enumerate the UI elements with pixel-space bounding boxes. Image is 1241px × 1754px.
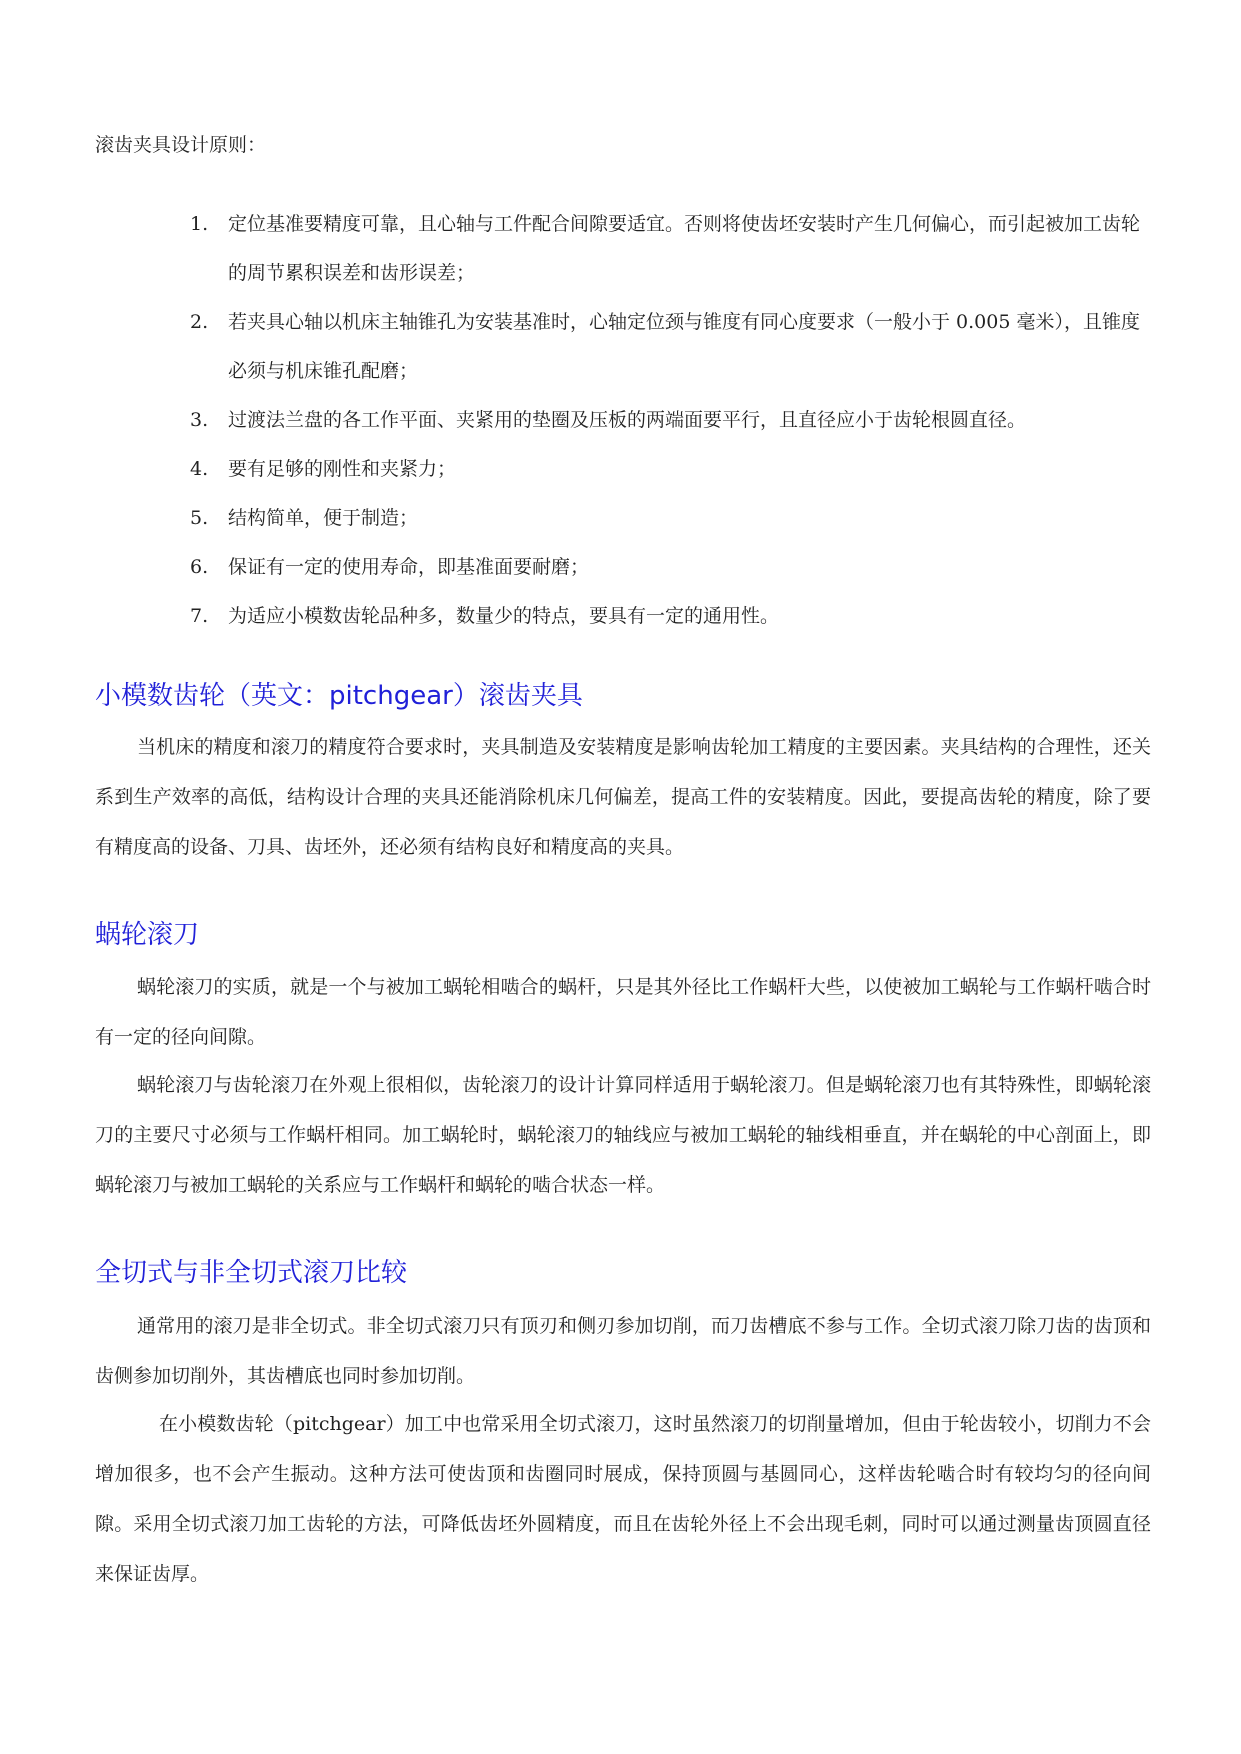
paragraph: 通常用的滚刀是非全切式。非全切式滚刀只有顶刃和侧刃参加切削，而刀齿槽底不参与工作。全切式滚刀除刀齿的齿顶和齿侧参加切削外，其齿槽底也同时参加切削。 bbox=[95, 1315, 1151, 1387]
list-item-text: 定位基准要精度可靠，且心轴与工件配合间隙要适宜。否则将使齿坯安装时产生几何偏心，而引起被加工齿轮的周节累积误差和齿形误差； bbox=[228, 213, 1141, 284]
paragraph: 当机床的精度和滚刀的精度符合要求时，夹具制造及安装精度是影响齿轮加工精度的主要因素。夹具结构的合理性，还关系到生产效率的高低，结构设计合理的夹具还能消除机床几何偏差，提高工件的安装精度。因此，要提高齿轮的精度，除了要有精度高的设备、刀具、齿坯外，还必须有结构良好和精度高的夹具。 bbox=[95, 736, 1151, 858]
paragraph: 蜗轮滚刀的实质，就是一个与被加工蜗轮相啮合的蜗杆，只是其外径比工作蜗杆大些，以使被加工蜗轮与工作蜗杆啮合时有一定的径向间隙。 bbox=[95, 976, 1151, 1048]
list-item bbox=[190, 298, 1150, 396]
intro-line: 滚齿夹具设计原则： bbox=[95, 134, 267, 156]
list-item-number: 1. bbox=[190, 213, 209, 235]
section-heading-worm-hob: 蜗轮滚刀 bbox=[95, 920, 200, 950]
list-item bbox=[190, 445, 1150, 494]
list-item-text: 为适应小模数齿轮品种多，数量少的特点，要具有一定的通用性。 bbox=[228, 605, 780, 627]
list-item-text: 若夹具心轴以机床主轴锥孔为安装基准时，心轴定位颈与锥度有同心度要求（一般小于 0.005 毫米），且锥度必须与机床锥孔配磨； bbox=[228, 311, 1140, 382]
section-heading-pitchgear-fixture: 小模数齿轮（英文：pitchgear）滚齿夹具 bbox=[95, 681, 583, 711]
list-item bbox=[190, 200, 1150, 298]
list-item bbox=[190, 543, 1150, 592]
list-item bbox=[190, 494, 1150, 543]
list-item-number: 4. bbox=[190, 458, 209, 480]
list-item-number: 6. bbox=[190, 556, 209, 578]
paragraph: 蜗轮滚刀与齿轮滚刀在外观上很相似，齿轮滚刀的设计计算同样适用于蜗轮滚刀。但是蜗轮滚刀也有其特殊性，即蜗轮滚刀的主要尺寸必须与工作蜗杆相同。加工蜗轮时，蜗轮滚刀的轴线应与被加工蜗轮的轴线相垂直，并在蜗轮的中心剖面上，即蜗轮滚刀与被加工蜗轮的关系应与工作蜗杆和蜗轮的啮合状态一样。 bbox=[95, 1074, 1151, 1196]
list-item-text: 保证有一定的使用寿命，即基准面要耐磨； bbox=[228, 556, 590, 578]
list-item-text: 要有足够的刚性和夹紧力； bbox=[228, 458, 457, 480]
principles-list bbox=[190, 200, 1150, 641]
list-item bbox=[190, 396, 1150, 445]
list-item-number: 2. bbox=[190, 311, 209, 333]
list-item-number: 7. bbox=[190, 605, 209, 627]
section-heading-hob-comparison: 全切式与非全切式滚刀比较 bbox=[95, 1258, 408, 1288]
paragraph: 在小模数齿轮（pitchgear）加工中也常采用全切式滚刀，这时虽然滚刀的切削量增加，但由于轮齿较小，切削力不会增加很多，也不会产生振动。这种方法可使齿顶和齿圈同时展成，保持顶圆与基圆同心，这样齿轮啮合时有较均匀的径向间隙。采用全切式滚刀加工齿轮的方法，可降低齿坯外圆精度，而且在齿轮外径上不会出现毛刺，同时可以通过测量齿顶圆直径来保证齿厚。 bbox=[95, 1413, 1151, 1585]
list-item bbox=[190, 592, 1150, 641]
list-item-number: 3. bbox=[190, 409, 209, 431]
list-item-text: 过渡法兰盘的各工作平面、夹紧用的垫圈及压板的两端面要平行，且直径应小于齿轮根圆直径。 bbox=[228, 409, 1027, 431]
list-item-text: 结构简单，便于制造； bbox=[228, 507, 419, 529]
list-item-number: 5. bbox=[190, 507, 209, 529]
